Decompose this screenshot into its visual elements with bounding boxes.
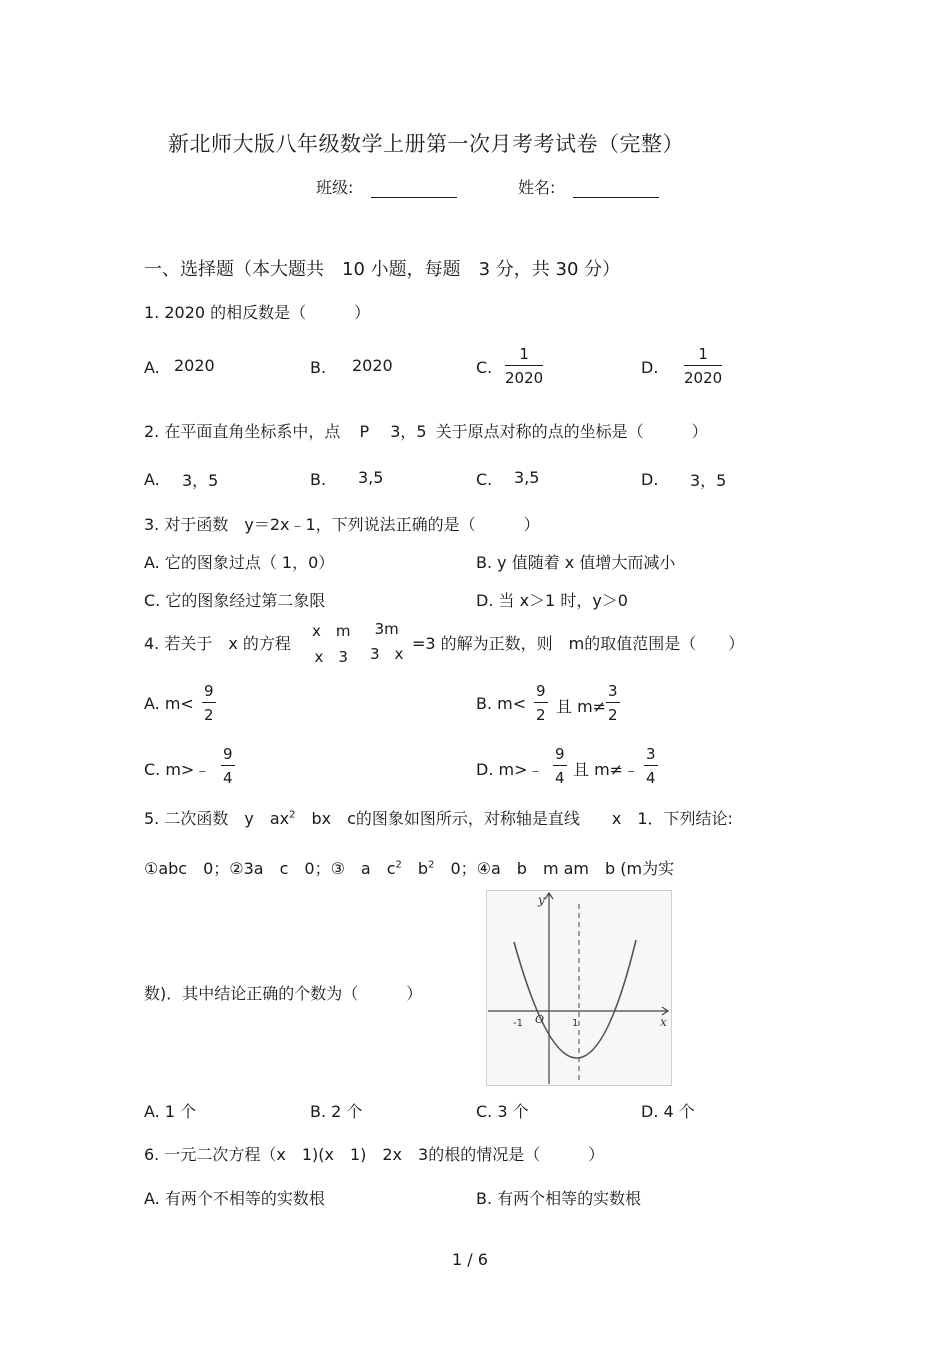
q1-option-a-text: 2020 — [174, 356, 215, 375]
q4-option-c-fraction — [221, 745, 235, 787]
q1-d-numerator: 1 — [684, 345, 722, 366]
neg-one-label: -1 — [513, 1018, 523, 1029]
q2-option-a-label: A. — [144, 470, 160, 489]
class-label: 班级: — [316, 178, 354, 197]
q1-option-d-fraction — [684, 345, 722, 387]
q5-option-b: B. 2 个 — [310, 1102, 363, 1121]
q2-stem-pre: 2. 在平面直角坐标系中，点 — [144, 422, 341, 441]
x-axis-label: x — [660, 1015, 667, 1029]
page-number: 1 / 6 — [452, 1250, 488, 1269]
q4-b-numerator: 9 — [534, 682, 548, 703]
q5-option-d: D. 4 个 — [641, 1102, 695, 1121]
q2-stem-coord: 3，5 — [390, 422, 427, 441]
q5-option-a: A. 1 个 — [144, 1102, 197, 1121]
q4-option-b-label: B. m< — [476, 694, 527, 713]
q4-option-d-label: D. m>﹣ — [476, 760, 544, 779]
name-label: 姓名: — [518, 178, 556, 197]
q5-line2-c: 0；④a b m am b (m为实 — [434, 859, 675, 878]
q5-stem-pre: 5. 二次函数 y ax — [144, 809, 290, 828]
q1-option-a-label: A. — [144, 358, 160, 377]
q4-option-c-label: C. m>﹣ — [144, 760, 211, 779]
q1-option-d-label: D. — [641, 358, 659, 377]
q4-f2-denominator: 3 x — [370, 645, 404, 663]
q2-option-c-text: 3,5 — [514, 468, 540, 487]
q2-option-c-label: C. — [476, 470, 493, 489]
q4-a-denominator: 2 — [204, 706, 214, 724]
q3-option-a: A. 它的图象过点（ 1，0） — [144, 553, 335, 572]
q4-d-denominator-2: 4 — [646, 769, 656, 787]
q2-option-a-text: 3，5 — [182, 471, 219, 490]
class-field — [316, 175, 457, 198]
q5-line2-b: b — [401, 859, 429, 878]
origin-label: O — [535, 1013, 545, 1026]
q2-stem-point: P — [359, 422, 370, 441]
name-blank — [573, 178, 659, 198]
q4-option-b-fraction — [534, 682, 548, 724]
q3-option-c: C. 它的图象经过第二象限 — [144, 591, 326, 610]
question-5-stem — [144, 806, 733, 829]
q5-line2-a: ①abc 0；②3a c 0；③ a c — [144, 859, 396, 878]
name-field — [518, 175, 659, 198]
q6-option-b: B. 有两个相等的实数根 — [476, 1189, 642, 1208]
q1-c-denominator: 2020 — [505, 369, 544, 387]
q4-b-denominator-2: 2 — [608, 706, 618, 724]
q4-fraction-2 — [370, 620, 403, 664]
question-2-stem — [144, 419, 708, 442]
q1-option-b-text: 2020 — [352, 356, 393, 375]
q5-line3: 数)．其中结论正确的个数为（ ） — [144, 984, 423, 1003]
q5-line2-sup2: 2 — [428, 859, 435, 871]
q4-option-b-mid: 且 m≠ — [556, 697, 607, 716]
question-6-stem: 6. 一元二次方程（x 1)(x 1) 2x 3的根的情况是（ ） — [144, 1145, 605, 1164]
q4-option-b-fraction-2 — [606, 682, 620, 724]
q4-fraction-1 — [310, 620, 353, 667]
q4-option-d-mid: 且 m≠﹣ — [573, 760, 640, 779]
q2-option-b-label: B. — [310, 470, 327, 489]
q5-stem-sup: 2 — [289, 809, 296, 821]
section-heading: 一、选择题（本大题共 10 小题，每题 3 分，共 30 分） — [144, 259, 621, 280]
q4-d-denominator: 4 — [555, 769, 565, 787]
q3-option-d: D. 当 x＞1 时，y＞0 — [476, 591, 628, 610]
q4-d-numerator: 9 — [553, 745, 567, 766]
q4-option-d-fraction-2 — [644, 745, 658, 787]
class-blank — [371, 178, 457, 198]
q4-stem-pre: 4. 若关于 x 的方程 — [144, 634, 291, 653]
q2-option-d-text: 3，5 — [690, 471, 727, 490]
q4-f2-numerator: 3m — [374, 620, 399, 638]
q4-b-numerator-2: 3 — [606, 682, 620, 703]
q4-option-a-label: A. m< — [144, 694, 194, 713]
q4-a-numerator: 9 — [202, 682, 216, 703]
y-axis-label: y — [538, 893, 545, 907]
q2-option-b-text: 3,5 — [358, 468, 384, 487]
q4-c-numerator: 9 — [221, 745, 235, 766]
question-3-stem: 3. 对于函数 y＝2x﹣1，下列说法正确的是（ ） — [144, 515, 540, 534]
q4-b-denominator: 2 — [536, 706, 546, 724]
q1-d-denominator: 2020 — [684, 369, 723, 387]
q4-d-numerator-2: 3 — [644, 745, 658, 766]
q6-option-a: A. 有两个不相等的实数根 — [144, 1189, 325, 1208]
parabola-graph — [486, 890, 672, 1086]
q3-option-b: B. y 值随着 x 值增大而减小 — [476, 553, 676, 572]
q4-c-denominator: 4 — [223, 769, 233, 787]
q5-stem-post: bx c的图象如图所示，对称轴是直线 x 1．下列结论: — [295, 809, 733, 828]
q4-option-a-fraction — [202, 682, 216, 724]
q4-f1-denominator: x 3 — [314, 648, 348, 666]
q5-conclusions — [144, 856, 674, 879]
q4-f1-numerator: x m — [312, 622, 351, 640]
q5-option-c: C. 3 个 — [476, 1102, 529, 1121]
q1-option-b-label: B. — [310, 358, 327, 377]
q1-option-c-fraction — [505, 345, 543, 387]
q4-option-d-fraction — [553, 745, 567, 787]
page-title: 新北师大版八年级数学上册第一次月考考试卷（完整） — [168, 132, 684, 156]
one-label: 1 — [572, 1018, 579, 1029]
q1-option-c-label: C. — [476, 358, 493, 377]
q5-line2-sup1: 2 — [395, 859, 402, 871]
q4-stem-post: =3 的解为正数，则 m的取值范围是（ ） — [412, 634, 745, 653]
question-1-stem: 1. 2020 的相反数是（ ） — [144, 303, 371, 322]
q1-c-numerator: 1 — [505, 345, 543, 366]
q2-option-d-label: D. — [641, 470, 659, 489]
q2-stem-post: 关于原点对称的点的坐标是（ ） — [435, 422, 708, 441]
